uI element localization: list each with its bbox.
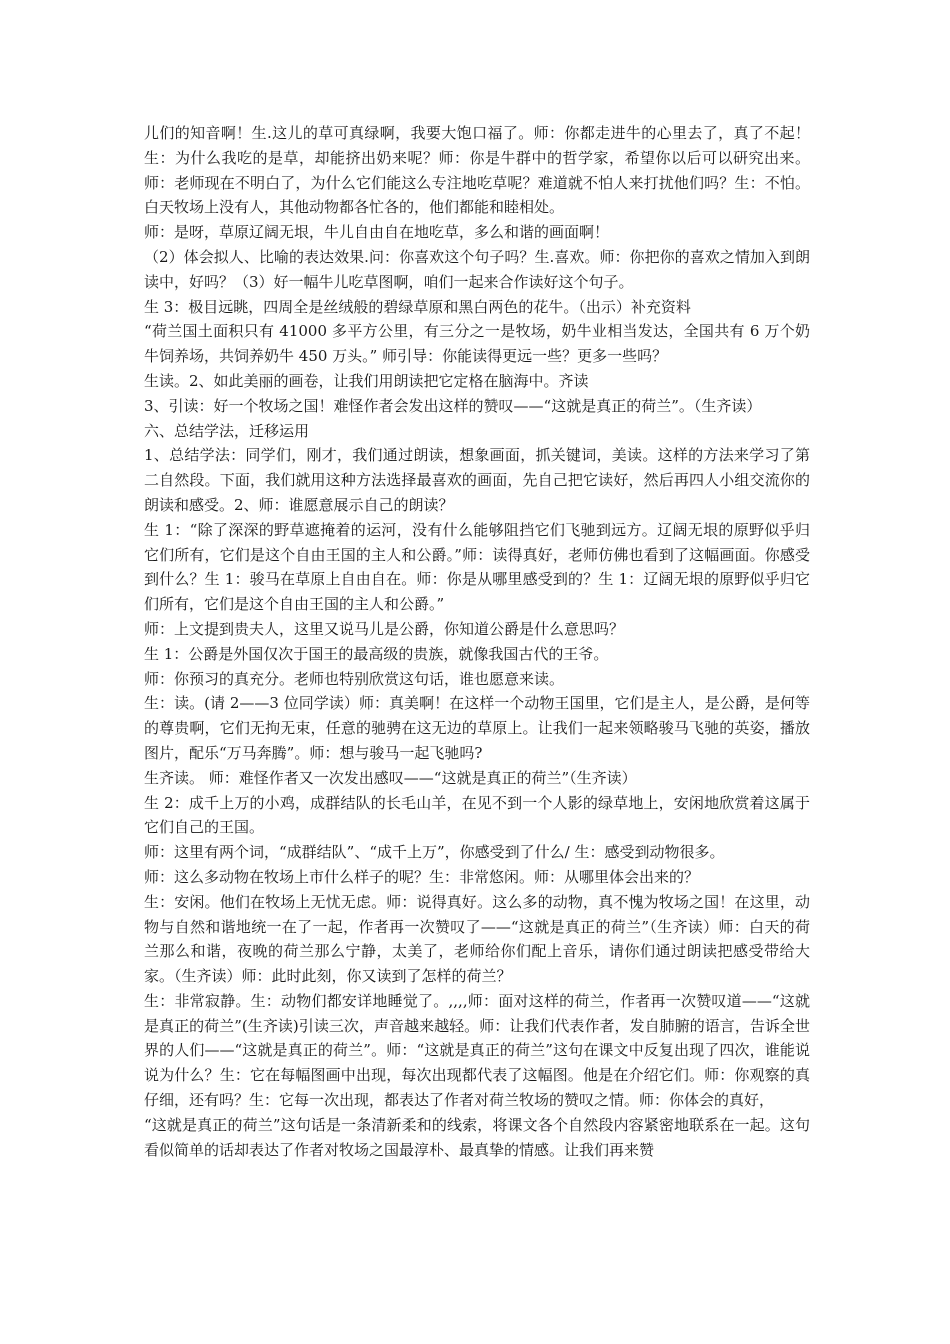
paragraph: 生 3：极目远眺，四周全是丝绒般的碧绿草原和黑白两色的花牛。（出示）补充资料 [144, 297, 691, 316]
paragraph: 师：是呀，草原辽阔无垠，牛儿自由自在地吃草，多么和谐的画面啊！ [144, 223, 610, 242]
paragraph: 生 2：成千上万的小鸡，成群结队的长毛山羊，在见不到一个人影的绿草地上，安闲地欣赏着这属于它们自己的王国。 [144, 793, 810, 837]
paragraph: 生 1：“除了深深的野草遮掩着的运河，没有什么能够阻挡它们飞驰到远方。辽阔无垠的原野似乎归它们所有，它们是这个自由王国的主人和公爵。”师：读得真好，老师仿佛也看到了这幅画面。你感受到什么？生 1：骏马在草原上自由自在。师：你是从哪里感受到的？生 1：辽阔无垠的原野似乎归它们所有，它们是这个自由王国的主人和公爵。” [144, 520, 810, 614]
paragraph: “荷兰国土面积只有 41000 多平方公里，有三分之一是牧场，奶牛业相当发达，全国共有 6 万个奶牛饲养场，共饲养奶牛 450 万头。” 师引导：你能读得更远一些？更多一些吗？ [144, 322, 810, 366]
paragraph: 1、总结学法：同学们，刚才，我们通过朗读，想象画面，抓关键词，美读。这样的方法来学习了第二自然段。下面，我们就用这种方法选择最喜欢的画面，先自己把它读好，然后再四人小组交流你的朗读和感受。2、师：谁愿意展示自己的朗读？ [144, 446, 810, 514]
paragraph: 师：上文提到贵夫人，这里又说马儿是公爵，你知道公爵是什么意思吗？ [144, 619, 625, 638]
paragraph: 师：这么多动物在牧场上市什么样子的呢？生：非常悠闲。师：从哪里体会出来的？ [144, 867, 700, 886]
paragraph: 儿们的知音啊！生.这儿的草可真绿啊，我要大饱口福了。师：你都走进牛的心里去了，真了不起！生：为什么我吃的是草，却能挤出奶来呢？师：你是牛群中的哲学家，希望你以后可以研究出来。师：老师现在不明白了，为什么它们能这么专注地吃草呢？难道就不怕人来打扰他们吗？生：不怕。白天牧场上没有人，其他动物都各忙各的，他们都能和睦相处。 [144, 124, 810, 217]
paragraph: “这就是真正的荷兰”这句话是一条清新柔和的线索，将课文各个自然段内容紧密地联系在一起。这句看似简单的话却表达了作者对牧场之国最淳朴、最真挚的情感。让我们再来赞 [144, 1115, 810, 1159]
section-heading: 六、总结学法，迁移运用 [144, 421, 310, 440]
paragraph: 3、引读：好一个牧场之国！难怪作者会发出这样的赞叹——“这就是真正的荷兰”。（生齐读） [144, 396, 762, 415]
paragraph: 生：非常寂静。生：动物们都安详地睡觉了。,,,,师：面对这样的荷兰，作者再一次赞叹道——“这就是真正的荷兰”(生齐读)引读三次，声音越来越轻。师：让我们代表作者，发自肺腑的语言，告诉全世界的人们——“这就是真正的荷兰”。师：“这就是真正的荷兰”这句在课文中反复出现了四次，谁能说说为什么？生：它在每幅图画中出现，每次出现都代表了这幅图。他是在介绍它们。师：你观察的真仔细，还有吗？生：它每一次出现，都表达了作者对荷兰牧场的赞叹之情。师：你体会的真好， [144, 991, 810, 1110]
paragraph: 生读。2、如此美丽的画卷，让我们用朗读把它定格在脑海中。齐读 [144, 371, 589, 390]
paragraph: 生 1：公爵是外国仅次于国王的最高级的贵族，就像我国古代的王爷。 [144, 644, 609, 663]
paragraph: 生齐读。 师：难怪作者又一次发出感叹——“这就是真正的荷兰”（生齐读） [144, 768, 637, 787]
paragraph: 生：安闲。他们在牧场上无忧无虑。师：说得真好。这么多的动物，真不愧为牧场之国！在这里，动物与自然和谐地统一在了一起，作者再一次赞叹了——“这就是真正的荷兰”（生齐读）师：白天的荷兰那么和谐，夜晚的荷兰那么宁静，太美了，老师给你们配上音乐，请你们通过朗读把感受带给大家。（生齐读）师：此时此刻，你又读到了怎样的荷兰？ [144, 892, 810, 986]
document-body [144, 121, 810, 1162]
paragraph: 师：你预习的真充分。老师也特别欣赏这句话，谁也愿意来读。 [144, 669, 565, 688]
paragraph: 师：这里有两个词，“成群结队”、“成千上万”，你感受到了什么/ 生：感受到动物很多。 [144, 843, 725, 862]
paragraph: 生：读。(请 2——3 位同学读）师：真美啊！在这样一个动物王国里，它们是主人，是公爵，是何等的尊贵啊，它们无拘无束，任意的驰骋在这无边的草原上。让我们一起来领略骏马飞驰的英姿，播放图片，配乐“万马奔腾”。师：想与骏马一起飞驰吗? [144, 694, 810, 762]
paragraph: （2）体会拟人、比喻的表达效果.问：你喜欢这个句子吗？生.喜欢。师：你把你的喜欢之情加入到朗读中，好吗？（3）好一幅牛儿吃草图啊，咱们一起来合作读好这个句子。 [144, 247, 810, 291]
